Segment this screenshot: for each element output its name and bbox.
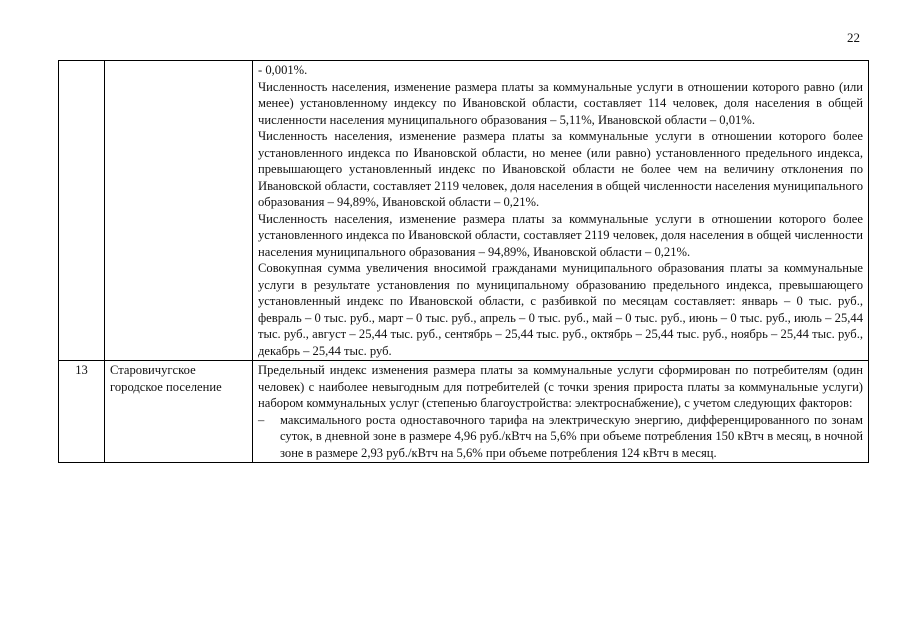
list-item <box>258 412 863 462</box>
municipality-name-cell <box>105 61 253 361</box>
page-number: 22 <box>847 30 860 45</box>
row-number-cell: 13 <box>59 361 105 463</box>
paragraph: Предельный индекс изменения размера платы за коммунальные услуги сформирован по потребителям (один человек) с наиболее невыгодным для потребителей (с точки зрения прироста платы за коммунальные услуги) набором коммунальных услуг (степенью благоустройства: электроснабжение), с учетом следующих факторов: <box>258 363 863 410</box>
list-item-text: максимального роста одноставочного тарифа на электрическую энергию, дифференцированного по зонам суток, в дневной зоне в размере 4,96 руб./кВтч на 5,6% при объеме потребления 150 кВтч в месяц, в ночной зоне в размере 2,93 руб./кВтч на 5,6% при объеме потребления 124 кВтч в месяц. <box>280 412 863 460</box>
paragraph: Численность населения, изменение размера платы за коммунальные услуги в отношении которого более установленного индекса по Ивановской области, составляет 2119 человек, доля населения в общей численности населения муниципального образования – 94,89%, Ивановской области – 0,21%. <box>258 211 863 259</box>
paragraph: Численность населения, изменение размера платы за коммунальные услуги в отношении которого равно (или менее) установленному индексу по Ивановской области, составляет 114 человек, доля населения в общей численности населения муниципального образования – 5,11%, Ивановской области – 0,01%. <box>258 79 863 127</box>
municipality-name-cell: Старовичугское городское поселение <box>105 361 253 463</box>
paragraph: - 0,001%. <box>258 63 308 77</box>
document-table <box>58 60 869 463</box>
row-number-cell <box>59 61 105 361</box>
table-row <box>59 361 869 463</box>
paragraph: Совокупная сумма увеличения вносимой гражданами муниципального образования платы за коммунальные услуги в результате установления по муниципальному образованию предельного индекса, превышающего установленный индекс по Ивановской области, с разбивкой по месяцам составляет: январь – 0 тыс. руб., февраль – 0 тыс. руб., март – 0 тыс. руб., апрель – 0 тыс. руб., май – 0 тыс. руб., июнь – 0 тыс. руб., июль – 25,44 тыс. руб., август – 25,44 тыс. руб., сентябрь – 25,44 тыс. руб., октябрь – 25,44 тыс. руб., ноябрь – 25,44 тыс. руб., декабрь – 25,44 тыс. руб. <box>258 261 863 358</box>
description-cell <box>253 61 869 361</box>
table-row <box>59 61 869 361</box>
description-cell <box>253 361 869 463</box>
dash-bullet: – <box>258 412 265 427</box>
paragraph: Численность населения, изменение размера платы за коммунальные услуги в отношении которого более установленного индекса по Ивановской области, но менее (или равно) установленного предельного индекса, превышающего установленный индекс по Ивановской области не более чем на величину отклонения по Ивановской области, составляет 2119 человек, доля населения в общей численности населения муниципального образования – 94,89%, Ивановской области – 0,21%. <box>258 129 863 209</box>
